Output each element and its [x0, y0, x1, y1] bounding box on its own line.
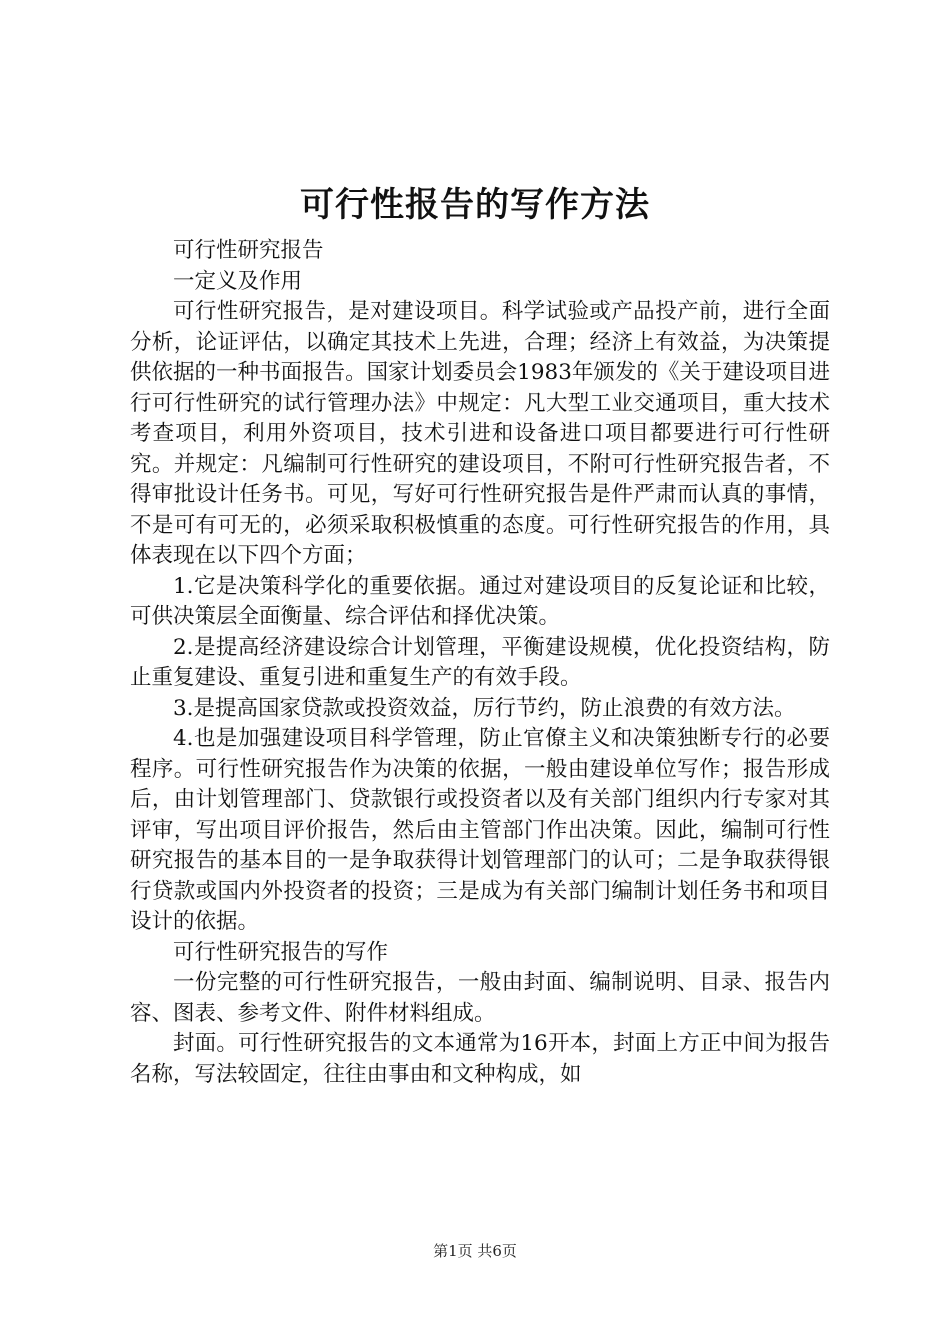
document-title: 可行性报告的写作方法 — [300, 185, 650, 225]
paragraph: 一份完整的可行性研究报告，一般由封面、编制说明、目录、报告内容、图表、参考文件、附件材料组成。 — [130, 970, 830, 1026]
list-item: 3.是提高国家贷款或投资效益，厉行节约，防止浪费的有效方法。 — [173, 695, 796, 721]
list-item: 1.它是决策科学化的重要依据。通过对建设项目的反复论证和比较，可供决策层全面衡量、综合评估和择优决策。 — [130, 573, 830, 629]
document-body — [130, 236, 830, 1090]
paragraph: 封面。可行性研究报告的文本通常为16开本，封面上方正中间为报告名称，写法较固定，往往由事由和文种构成，如 — [130, 1031, 830, 1087]
section-heading: 可行性研究报告 — [173, 238, 324, 263]
page-number: 第1页 共6页 — [433, 1242, 517, 1260]
list-item: 4.也是加强建设项目科学管理，防止官僚主义和决策独断专行的必要程序。可行性研究报告作为决策的依据，一般由建设单位写作；报告形成后，由计划管理部门、贷款银行或投资者以及有关部门组织内行专家对其评审，写出项目评价报告，然后由主管部门作出决策。因此，编制可行性研究报告的基本目的一是争取获得计划管理部门的认可；二是争取获得银行贷款或国内外投资者的投资；三是成为有关部门编制计划任务书和项目设计的依据。 — [130, 726, 830, 934]
paragraph: 可行性研究报告，是对建设项目。科学试验或产品投产前，进行全面分析，论证评估，以确定其技术上先进，合理；经济上有效益，为决策提供依据的一种书面报告。国家计划委员会1983年颁发的《关于建设项目进行可行性研究的试行管理办法》中规定：凡大型工业交通项目，重大技术考查项目，利用外资项目，技术引进和设备进口项目都要进行可行性研究。并规定：凡编制可行性研究的建设项目，不附可行性研究报告者，不得审批设计任务书。可见，写好可行性研究报告是件严肃而认真的事情，不是可有可无的，必须采取积极慎重的态度。可行性研究报告的作用，具体表现在以下四个方面； — [130, 299, 830, 568]
subsection-heading: 一定义及作用 — [173, 268, 303, 294]
list-item: 2.是提高经济建设综合计划管理，平衡建设规模，优化投资结构，防止重复建设、重复引进和重复生产的有效手段。 — [130, 634, 830, 690]
section-heading: 可行性研究报告的写作 — [173, 939, 389, 965]
